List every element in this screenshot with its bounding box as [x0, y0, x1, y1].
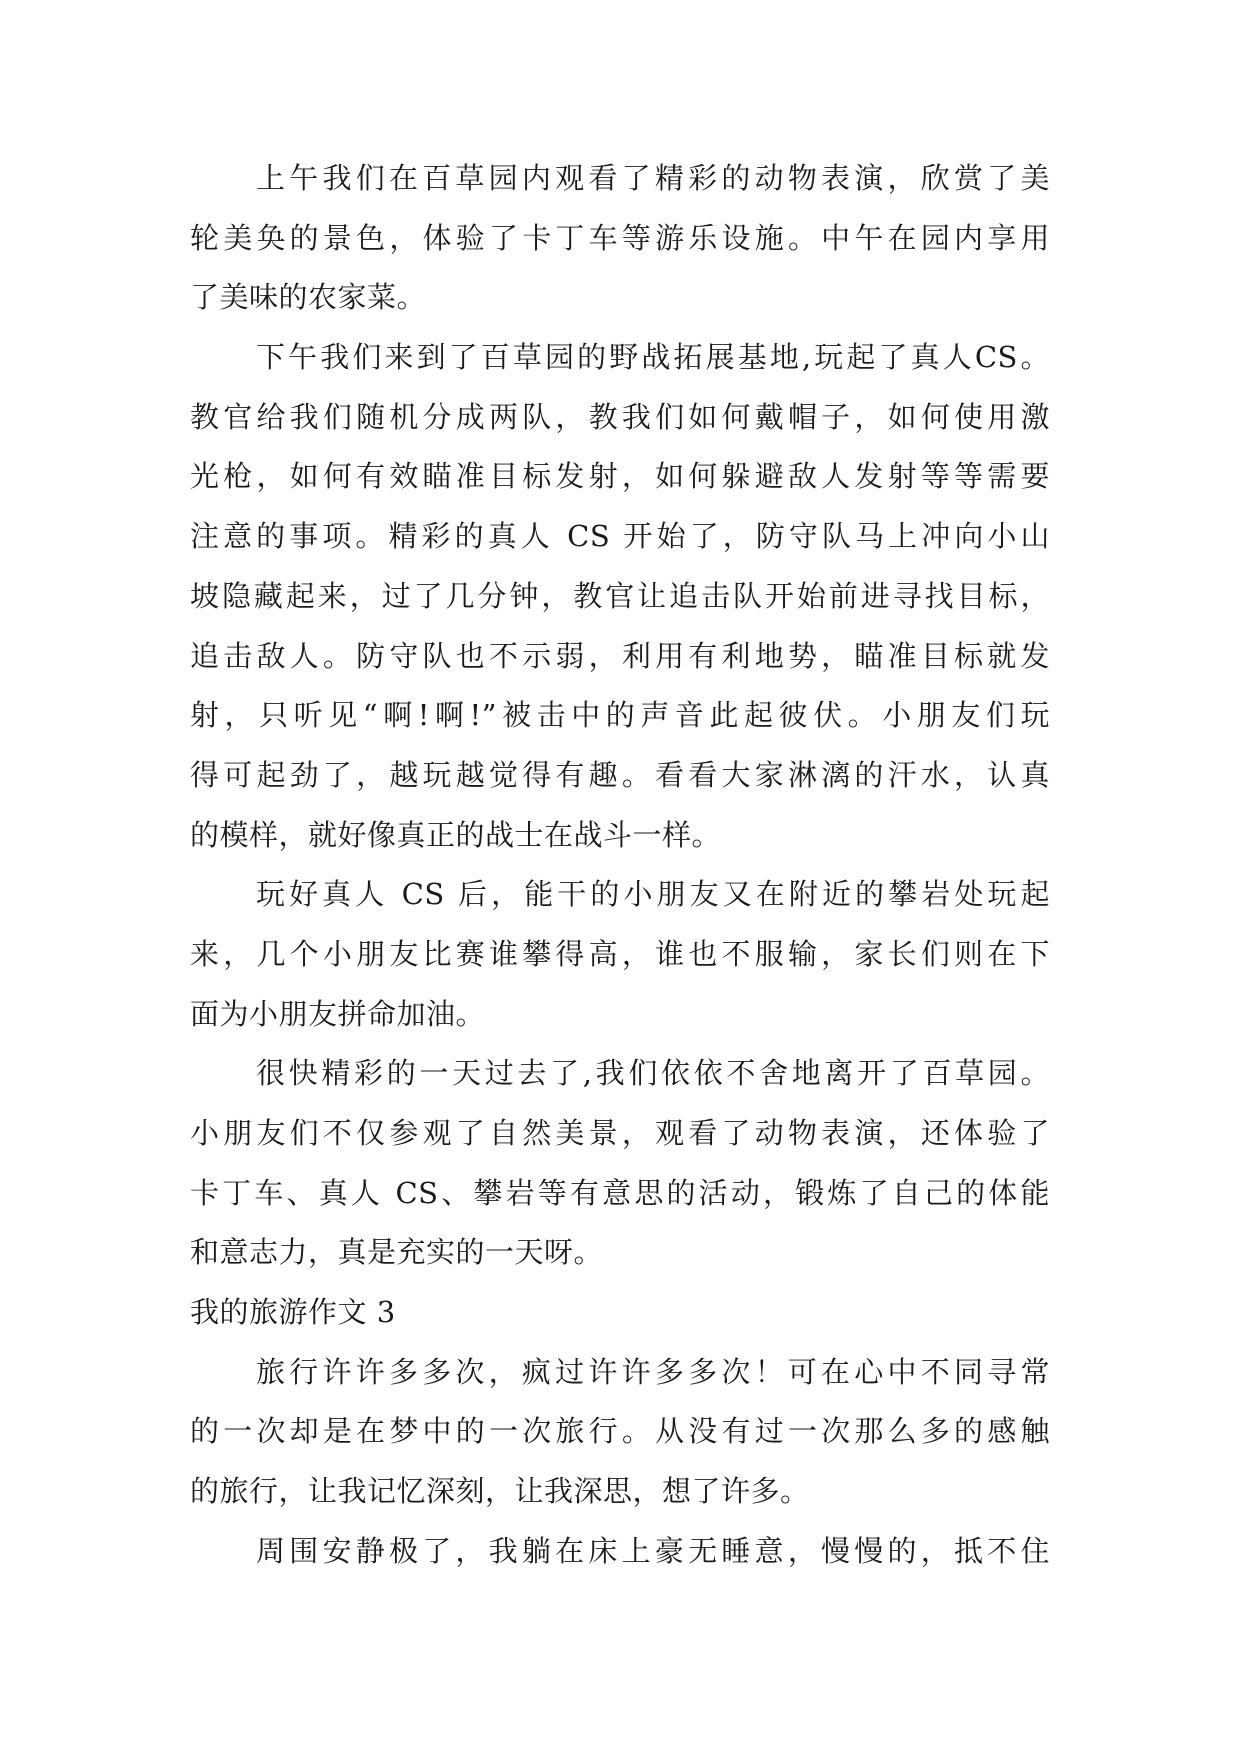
text-line: 很快精彩的一天过去了,我们依依不舍地离开了百草园。 — [256, 1056, 1050, 1091]
text-line: 得可起劲了，越玩越觉得有趣。看看大家淋漓的汗水，认真 — [190, 757, 1050, 792]
text-line: 坡隐藏起来，过了几分钟，教官让追击队开始前进寻找目标， — [190, 578, 1050, 613]
text-line: 周围安静极了，我躺在床上豪无睡意，慢慢的，抵不住 — [256, 1533, 1050, 1568]
text-line: 玩好真人 CS 后，能干的小朋友又在附近的攀岩处玩起 — [256, 877, 1050, 912]
paragraph-travel-intro — [190, 1352, 1050, 1512]
paragraph-afternoon-cs — [190, 337, 1050, 856]
text-line: 小朋友们不仅参观了自然美景，观看了动物表演，还体验了 — [190, 1116, 1050, 1150]
text-line: 的旅行，让我记忆深刻，让我深思，想了许多。 — [190, 1474, 810, 1509]
text-line: 卡丁车、真人 CS、攀岩等有意思的活动，锻炼了自己的体能 — [190, 1175, 1050, 1210]
text-line: 的模样，就好像真正的战士在战斗一样。 — [190, 817, 722, 852]
text-line: 的一次却是在梦中的一次旅行。从没有过一次那么多的感触 — [190, 1414, 1050, 1449]
paragraph-dream — [190, 1531, 1050, 1572]
paragraph-morning — [190, 158, 1050, 318]
text-line: 了美味的农家菜。 — [190, 280, 427, 315]
paragraph-conclusion — [190, 1053, 1050, 1273]
text-line: 注意的事项。精彩的真人 CS 开始了，防守队马上冲向小山 — [190, 519, 1050, 554]
text-line: 和意志力，真是充实的一天呀。 — [190, 1235, 604, 1270]
text-line: 上午我们在百草园内观看了精彩的动物表演，欣赏了美 — [256, 161, 1050, 195]
text-line: 下午我们来到了百草园的野战拓展基地,玩起了真人CS。 — [256, 340, 1050, 375]
document-page — [190, 158, 1050, 1591]
text-line: 面为小朋友拼命加油。 — [190, 996, 486, 1031]
text-line: 旅行许许多多次，疯过许许多多次！可在心中不同寻常 — [256, 1354, 1050, 1389]
text-line: 射，只听见“啊!啊!”被击中的声音此起彼伏。小朋友们玩 — [190, 698, 1050, 733]
text-line: 教官给我们随机分成两队，教我们如何戴帽子，如何使用激 — [190, 399, 1050, 434]
section-heading: 我的旅游作文 3 — [190, 1295, 396, 1330]
text-line: 来，几个小朋友比赛谁攀得高，谁也不服输，家长们则在下 — [190, 936, 1050, 971]
text-line: 追击敌人。防守队也不示弱，利用有利地势，瞄准目标就发 — [190, 638, 1050, 673]
paragraph-climbing — [190, 874, 1050, 1034]
text-line: 轮美奂的景色，体验了卡丁车等游乐设施。中午在园内享用 — [190, 220, 1050, 255]
text-line: 光枪，如何有效瞄准目标发射，如何躲避敌人发射等等需要 — [190, 459, 1050, 494]
